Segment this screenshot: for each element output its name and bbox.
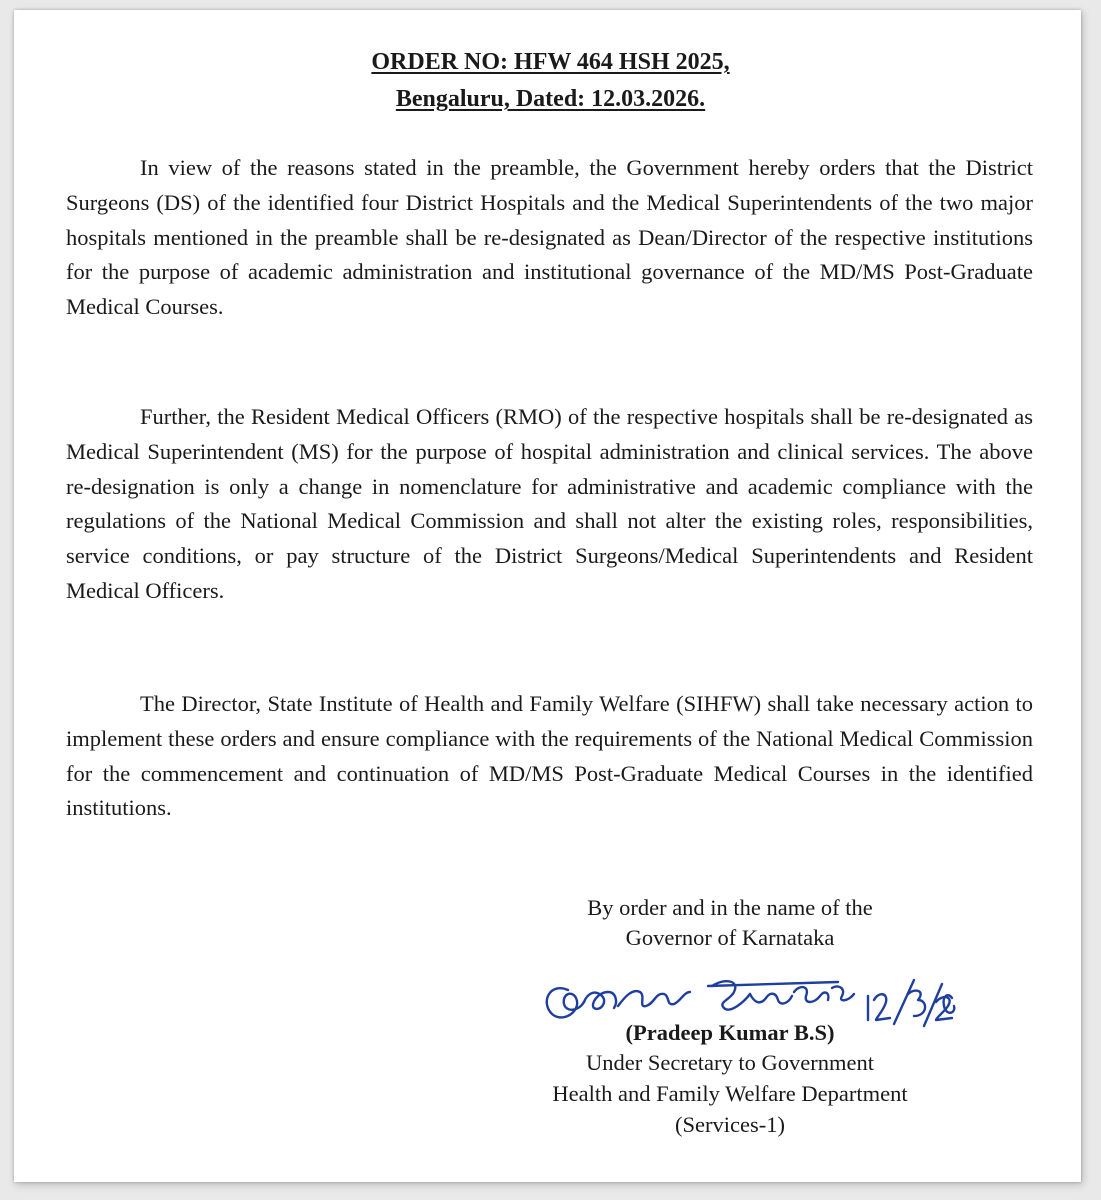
signatory-designation: Under Secretary to Government	[585, 1050, 875, 1075]
by-order-line: By order and in the name of the	[587, 895, 873, 920]
signatory-department: Health and Family Welfare Department	[552, 1081, 908, 1106]
order-number: ORDER NO: HFW 464 HSH 2025,	[371, 49, 730, 75]
order-paragraph-2: Further, the Resident Medical Officers (RMO) of the respective hospitals shall be re-designated as Medical Superintendent (MS) for the purpose of hospital administration and clinical services. The above re-designation is only a change in nomenclature for administrative and academic compliance with the regulations of the National Medical Commission and shall not alter the existing roles, responsibilities, service conditions, or pay structure of the District Surgeons/Medical Superintendents and Resident Medical Officers.	[66, 404, 1033, 603]
order-paragraph-3: The Director, State Institute of Health and Family Welfare (SIHFW) shall take necessary action to implement these orders and ensure compliance with the requirements of the National Medical Commission for the commencement and continuation of MD/MS Post-Graduate Medical Courses in the identified institutions.	[66, 691, 1033, 821]
signatory-section: (Services-1)	[675, 1112, 785, 1137]
order-paragraph-1: In view of the reasons stated in the preamble, the Government hereby orders that the District Surgeons (DS) of the identified four District Hospitals and the Medical Superintendents of the two major hospitals mentioned in the preamble shall be re-designated as Dean/Director of the respective institutions for the purpose of academic administration and institutional governance of the MD/MS Post-Graduate Medical Courses.	[66, 155, 1033, 320]
governor-line: Governor of Karnataka	[625, 925, 835, 950]
signatory-name: (Pradeep Kumar B.S)	[625, 1020, 835, 1045]
order-date: Bengaluru, Dated: 12.03.2026.	[395, 86, 706, 112]
